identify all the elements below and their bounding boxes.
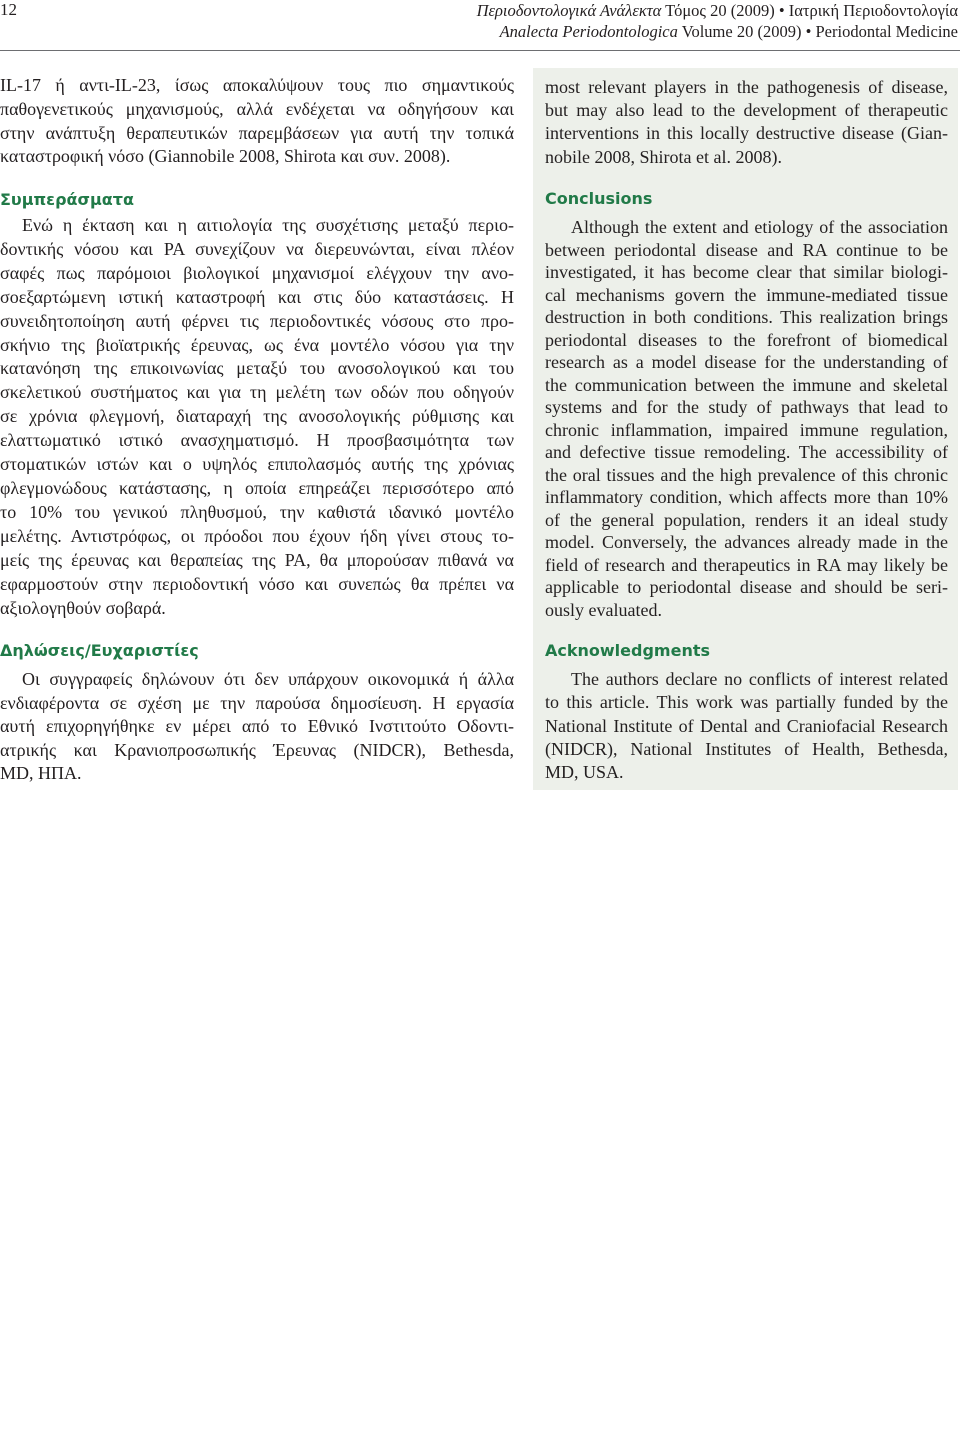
text-line: σκήνιο της βιοϊατρικής έρευνας, ως ένα μοντέλο νόσου για την (0, 334, 514, 355)
text-line: στοματικών ιστών και ο υψηλός επιπολασμός αυτής της χρόνιας (0, 454, 514, 475)
text-line: Οι συγγραφείς δηλώνουν ότι δεν υπάρχουν οικονομικά ή άλλα (22, 669, 514, 689)
text-line: field of research and therapeutics in RA may likely be (545, 554, 948, 575)
text-line: εφαρμοστούν στην περιοδοντική νόσο και συνεπώς θα πρέπει να (0, 573, 514, 594)
english-conclusions-paragraph (545, 216, 948, 621)
text-line: αξιολογηθούν σοβαρά. (0, 597, 166, 618)
english-intro-paragraph (545, 76, 948, 169)
text-line: MD, ΗΠΑ. (0, 763, 82, 783)
english-acknowledgments-heading: Acknowledgments (545, 641, 710, 660)
journal-title-english: Analecta Periodontologica (499, 22, 678, 41)
english-conclusions-heading: Conclusions (545, 189, 653, 208)
running-head-greek (477, 0, 958, 21)
text-line: παθογενετικούς μηχανισμούς, αλλά ενδέχεται να οδηγήσουν και (0, 98, 514, 119)
text-line: μείς της έρευνας και θεραπείας της ΡΑ, θα μπορούσαν πιθανά να (0, 549, 514, 570)
journal-title-greek: Περιοδοντολογικά Ανάλεκτα (476, 1, 662, 20)
text-line: φλεγμονώδους κατάστασης, η οποία επηρεάζει περισσότερο από (0, 477, 514, 498)
text-line: most relevant players in the pathogenesis of disease, (545, 77, 948, 97)
issue-info-english: Volume 20 (2009) • Periodontal Medicine (681, 22, 958, 41)
text-line: στην ανάπτυξη θεραπευτικών παρεμβάσεων για αυτή την τοπικά (0, 122, 514, 143)
text-line: The authors declare no conflicts of interest related (571, 669, 948, 689)
text-line: (NIDCR), National Institutes of Health, Bethesda, (545, 738, 948, 759)
text-line: cal mechanisms govern the immune-mediated tissue (545, 284, 948, 305)
text-line: nobile 2008, Shirota et al. 2008). (545, 146, 782, 167)
text-line: of the general population, renders it an ideal study (545, 509, 948, 530)
text-line: to this article. This work was partially funded by the (545, 692, 948, 713)
text-line: research as a model disease for the understanding of (545, 352, 948, 372)
text-line: and defective tissue remodeling. The accessibility of (545, 442, 948, 462)
running-head (477, 0, 958, 42)
running-head-english (477, 21, 958, 42)
text-line: σκελετικού συστήματος και για τη μελέτη των οδών που οδηγούν (0, 382, 514, 403)
header-divider (0, 50, 960, 51)
text-line: the oral tissues and the high prevalence of this chronic (545, 464, 948, 485)
page-number: 12 (0, 0, 17, 19)
text-line: interventions in this locally destructive disease (Gian- (545, 123, 948, 144)
text-line: σοεξαρτώμενη ιστική καταστροφή και στις δύο καταστάσεις. Η (0, 286, 514, 307)
text-line: Ενώ η έκταση και η αιτιολογία της συσχέτισης μεταξύ περιο- (22, 215, 514, 235)
text-line: το 10% του γενικού πληθυσμού, την καθιστά ιδανικό μοντέλο (0, 501, 514, 522)
text-line: periodontal diseases to the forefront of biomedical (545, 329, 948, 350)
text-line: συνειδητοποίηση αυτή φέρνει τις περιοδοντικές νόσους στο προ- (0, 310, 514, 331)
text-line: the communication between the immune and skeletal (545, 374, 948, 395)
greek-intro-paragraph (0, 74, 514, 169)
issue-info-greek: Τόμος 20 (2009) • Ιατρική Περιοδοντολογία (665, 1, 958, 20)
text-line: between periodontal disease and RA continue to be (545, 239, 948, 260)
text-line: inflammatory condition, which affects more than 10% (545, 487, 948, 507)
text-line: δοντικής νόσου και ΡΑ συνεχίζουν να διερευνώνται, είναι πλέον (0, 238, 514, 259)
text-line: applicable to periodontal disease and should be seri- (545, 577, 948, 597)
greek-acknowledgments-heading: Δηλώσεις/Ευχαριστίες (0, 641, 199, 660)
text-line: κατανόηση της επικοινωνίας μεταξύ του ανοσολογικού και του (0, 358, 514, 379)
text-line: σαφές πως παρόμοιοι βιολογικοί μηχανισμοί ελέγχουν την ανο- (0, 262, 514, 283)
text-line: systems and for the study of pathways that lead to (545, 397, 948, 417)
text-line: chronic inflammation, impaired immune regulation, (545, 419, 948, 440)
greek-acknowledgments-paragraph (0, 668, 514, 786)
text-line: αυτή επιχορηγήθηκε εν μέρει από το Εθνικό Ινστιτούτο Οδοντι- (0, 716, 514, 736)
text-line: but may also lead to the development of therapeutic (545, 100, 948, 121)
text-line: ατρικής και Κρανιοπροσωπικής Έρευνας (NIDCR), Bethesda, (0, 739, 514, 760)
text-line: ελαττωματικό ιστικό ανασχηματισμό. Η προσβασιμότητα των (0, 430, 514, 451)
text-line: destruction in both conditions. This realization brings (545, 307, 948, 327)
text-line: IL-17 ή αντι-IL-23, ίσως αποκαλύψουν τους πιο σημαντικούς (0, 75, 514, 95)
text-line: Although the extent and etiology of the association (571, 217, 948, 237)
text-line: model. Conversely, the advances already made in the (545, 532, 948, 552)
text-line: National Institute of Dental and Craniofacial Research (545, 715, 948, 736)
text-line: investigated, it has become clear that similar biologi- (545, 262, 948, 282)
text-line: ously evaluated. (545, 599, 662, 620)
english-acknowledgments-paragraph (545, 668, 948, 784)
greek-conclusions-heading: Συμπεράσματα (0, 190, 134, 209)
text-line: καταστροφική νόσο (Giannobile 2008, Shirota και συν. 2008). (0, 146, 451, 167)
greek-conclusions-paragraph (0, 214, 514, 620)
text-line: MD, USA. (545, 762, 624, 783)
text-line: μελέτης. Αντιστρόφως, οι πρόοδοι που έχουν ήδη γίνει στους το- (0, 525, 514, 546)
text-line: σε χρόνια φλεγμονή, διαταραχή της ανοσολογικής ρύθμισης και (0, 406, 514, 427)
text-line: ενδιαφέροντα σε σχέση με την παρούσα δημοσίευση. Η εργασία (0, 692, 514, 713)
